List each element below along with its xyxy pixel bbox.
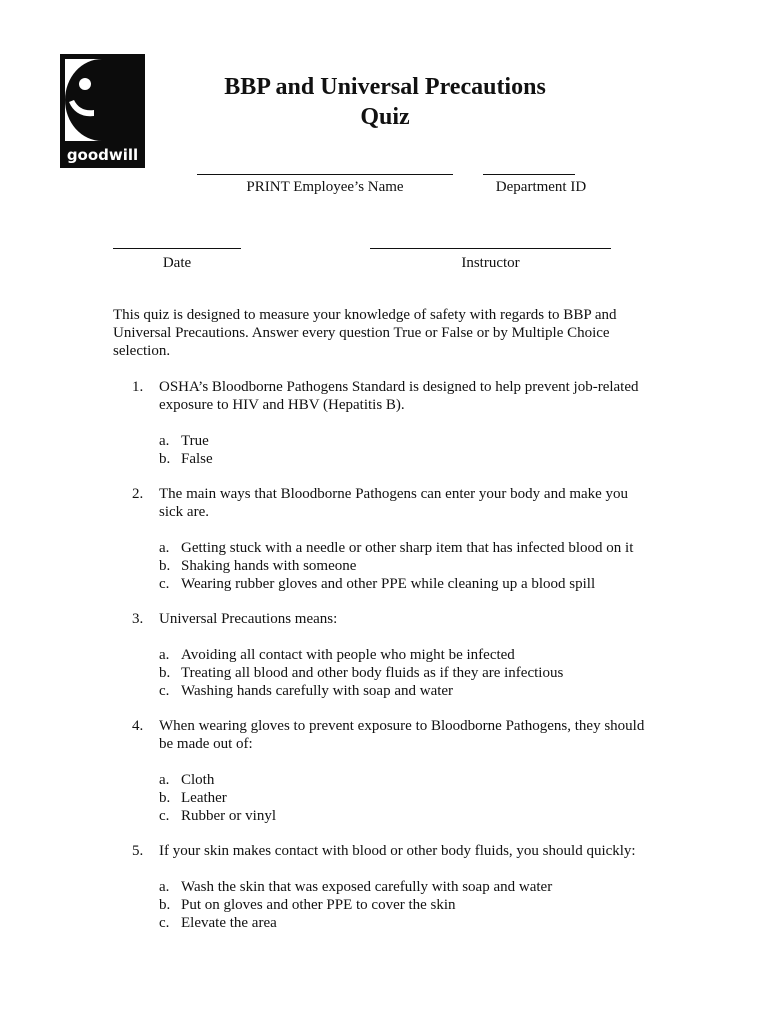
option-text[interactable]: Shaking hands with someone [181, 558, 357, 574]
question-number: 1. [132, 379, 144, 395]
date-line[interactable] [113, 248, 241, 249]
option-letter[interactable]: a. [159, 647, 170, 663]
instructor-label: Instructor [461, 255, 520, 271]
option-text[interactable]: Washing hands carefully with soap and water [181, 683, 454, 699]
goodwill-smiling-g-icon [60, 54, 145, 168]
option-text[interactable]: Leather [181, 790, 227, 806]
option-text[interactable]: Rubber or vinyl [181, 808, 276, 824]
option-text[interactable]: Avoiding all contact with people who might be infected [181, 647, 515, 663]
option-letter[interactable]: c. [159, 576, 170, 592]
option-letter[interactable]: c. [159, 808, 170, 824]
goodwill-logo [60, 54, 145, 168]
question-text: The main ways that Bloodborne Pathogens can enter your body and make you [159, 486, 629, 502]
option-letter[interactable]: b. [159, 665, 171, 681]
option-text[interactable]: True [181, 433, 209, 449]
option-letter[interactable]: a. [159, 879, 170, 895]
question-text-continued: exposure to HIV and HBV (Hepatitis B). [159, 397, 405, 413]
question-text: When wearing gloves to prevent exposure to Bloodborne Pathogens, they should [159, 718, 645, 734]
option-text[interactable]: Wearing rubber gloves and other PPE while cleaning up a blood spill [181, 576, 596, 592]
logo-wordmark: goodwill [66, 146, 139, 164]
question-number: 2. [132, 486, 144, 502]
department-id-label: Department ID [495, 179, 587, 195]
question-text: OSHA’s Bloodborne Pathogens Standard is designed to help prevent job-related [159, 379, 639, 395]
question-number: 4. [132, 718, 144, 734]
date-label: Date [162, 255, 192, 271]
quiz-title: BBP and Universal Precautions [224, 74, 546, 100]
option-text[interactable]: Cloth [181, 772, 215, 788]
quiz-title-line2: Quiz [360, 104, 410, 130]
option-letter[interactable]: a. [159, 433, 170, 449]
department-id-line[interactable] [483, 174, 575, 175]
employee-name-line[interactable] [197, 174, 453, 175]
option-text[interactable]: Getting stuck with a needle or other sharp item that has infected blood on it [181, 540, 634, 556]
instructor-line[interactable] [370, 248, 611, 249]
option-text[interactable]: Elevate the area [181, 915, 277, 931]
option-letter[interactable]: b. [159, 897, 171, 913]
question-number: 5. [132, 843, 144, 859]
question-text: If your skin makes contact with blood or other body fluids, you should quickly: [159, 843, 636, 859]
option-letter[interactable]: c. [159, 915, 170, 931]
option-letter[interactable]: b. [159, 451, 171, 467]
option-letter[interactable]: a. [159, 772, 170, 788]
option-text[interactable]: Wash the skin that was exposed carefully with soap and water [181, 879, 553, 895]
quiz-instructions: This quiz is designed to measure your knowledge of safety with regards to BBP and Universal Precautions. Answer every question True or False or by Multiple Choice selection. [113, 307, 617, 359]
question-text-continued: sick are. [159, 504, 209, 520]
option-letter[interactable]: b. [159, 558, 171, 574]
option-text[interactable]: Treating all blood and other body fluids as if they are infectious [181, 665, 564, 681]
question-number: 3. [132, 611, 144, 627]
option-text[interactable]: False [181, 451, 213, 467]
option-letter[interactable]: b. [159, 790, 171, 806]
option-letter[interactable]: c. [159, 683, 170, 699]
question-text: Universal Precautions means: [159, 611, 338, 627]
option-text[interactable]: Put on gloves and other PPE to cover the skin [181, 897, 456, 913]
option-letter[interactable]: a. [159, 540, 170, 556]
employee-name-label: PRINT Employee’s Name [246, 179, 404, 195]
question-text-continued: be made out of: [159, 736, 253, 752]
